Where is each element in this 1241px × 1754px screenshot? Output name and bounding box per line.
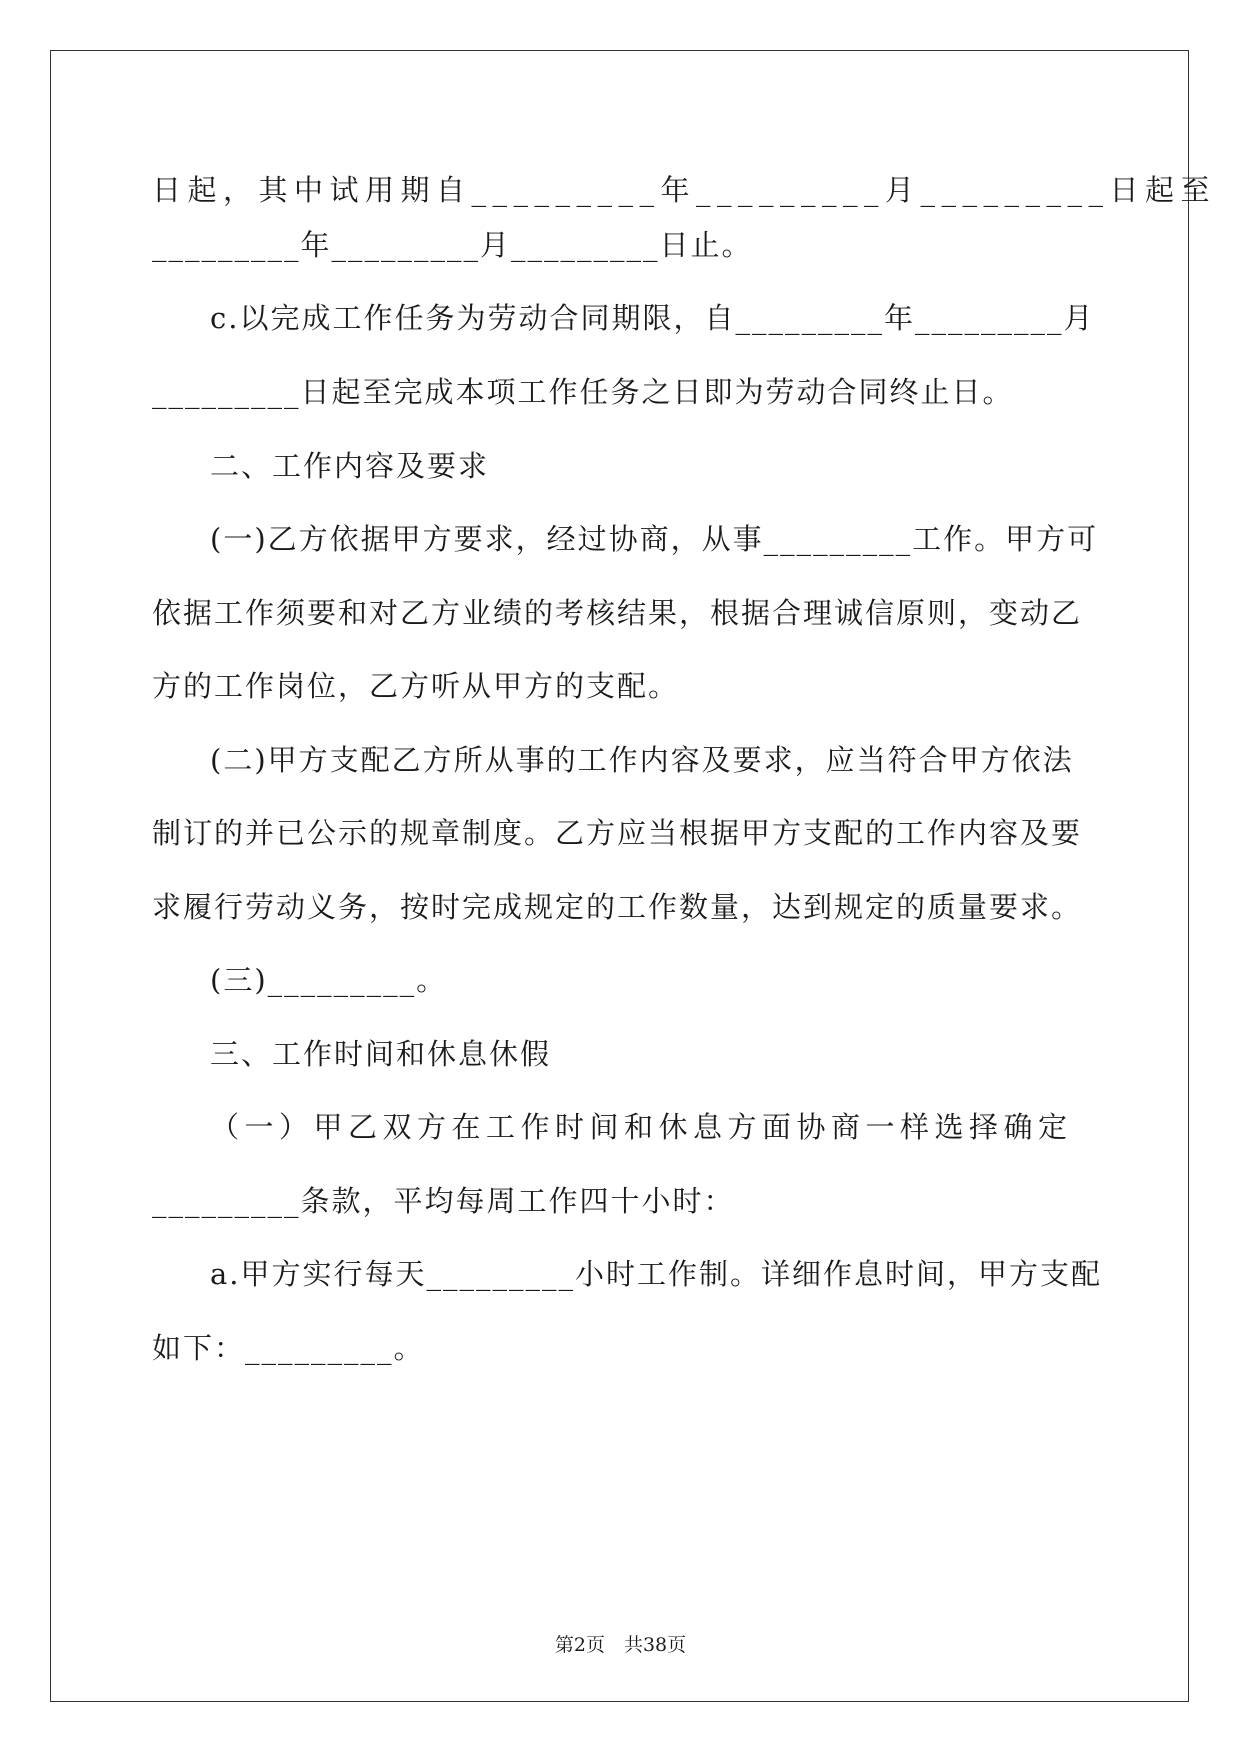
section-heading-2: 二、工作内容及要求 xyxy=(210,449,490,483)
text-line-8: 方的工作岗位，乙方听从甲方的支配。 xyxy=(152,669,680,703)
text-line-4: _________日起至完成本项工作任务之日即为劳动合同终止日。 xyxy=(152,375,1014,409)
text-line-11: 求履行劳动义务，按时完成规定的工作数量，达到规定的质量要求。 xyxy=(152,890,1083,924)
text-line-3: c.以完成工作任务为劳动合同期限，自_________年_________月 xyxy=(210,301,1095,335)
text-line-6: (一)乙方依据甲方要求，经过协商，从事_________工作。甲方可 xyxy=(210,522,1099,556)
text-line-14: （一）甲乙双方在工作时间和休息方面协商一样选择确定 xyxy=(210,1110,1073,1144)
text-line-16: a.甲方实行每天_________小时工作制。详细作息时间，甲方支配 xyxy=(210,1257,1103,1291)
text-line-15: _________条款，平均每周工作四十小时： xyxy=(152,1184,735,1218)
text-segment: 日起，其中试用期自_________年_________月_________日起至 xyxy=(152,173,1217,207)
text-line-12: (三)_________。 xyxy=(210,963,448,997)
text-line-17: 如下：_________。 xyxy=(152,1331,425,1365)
section-heading-3: 三、工作时间和休息休假 xyxy=(210,1037,552,1071)
page-number-footer: 第2页 共38页 xyxy=(554,1634,687,1656)
text-line-2: _________年_________月_________日止。 xyxy=(152,228,753,262)
text-line-9: (二)甲方支配乙方所从事的工作内容及要求，应当符合甲方依法 xyxy=(210,743,1074,777)
text-line-1 xyxy=(152,170,1217,210)
text-line-7: 依据工作须要和对乙方业绩的考核结果，根据合理诚信原则，变动乙 xyxy=(152,596,1083,630)
text-line-10: 制订的并已公示的规章制度。乙方应当根据甲方支配的工作内容及要 xyxy=(152,816,1083,850)
